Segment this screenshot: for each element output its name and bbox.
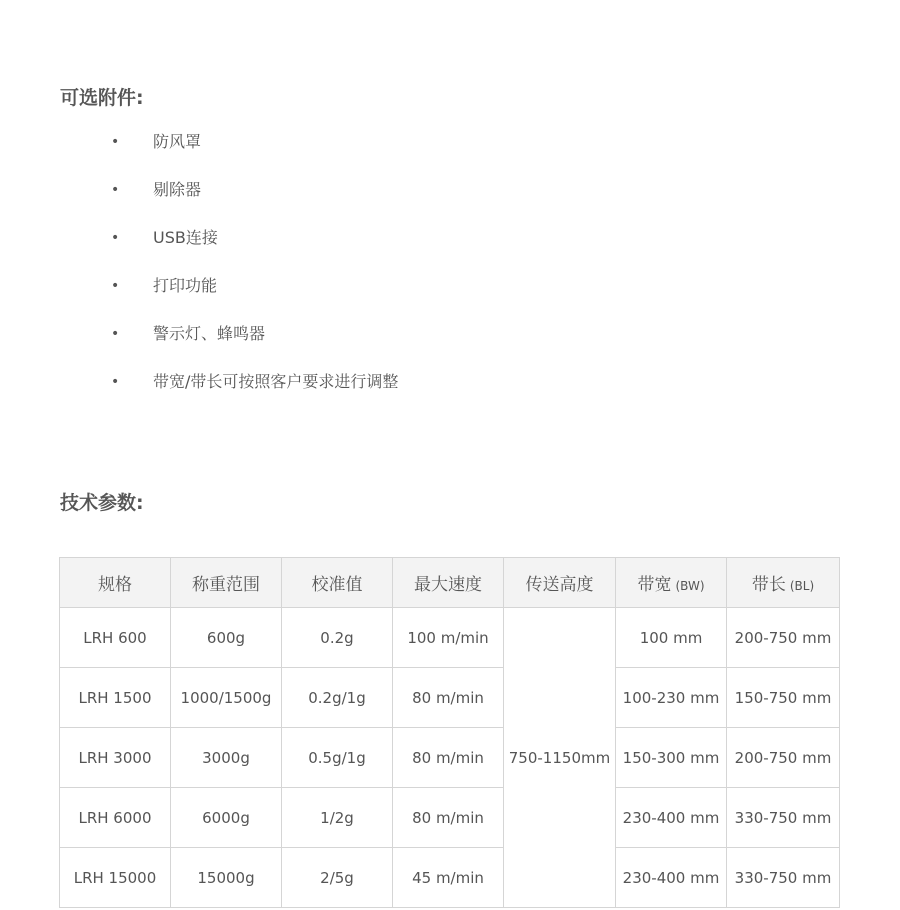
header-belt-width-label: 带宽	[637, 575, 672, 595]
header-max-speed: 最大速度	[393, 558, 504, 608]
cell-calibration: 0.2g/1g	[282, 668, 393, 728]
bullet-icon: •	[111, 182, 120, 198]
cell-range: 6000g	[171, 788, 282, 848]
header-calibration: 校准值	[282, 558, 393, 608]
cell-range: 3000g	[171, 728, 282, 788]
cell-model: LRH 3000	[60, 728, 171, 788]
header-belt-length	[727, 558, 840, 608]
header-belt-width-unit: (BW)	[675, 579, 705, 593]
cell-model: LRH 600	[60, 608, 171, 668]
accessory-label: USB连接	[153, 228, 218, 247]
table-row	[60, 788, 840, 848]
header-range: 称重范围	[171, 558, 282, 608]
cell-max-speed: 80 m/min	[393, 668, 504, 728]
accessories-title: 可选附件:	[60, 87, 144, 109]
table-row	[60, 608, 840, 668]
accessory-label: 打印功能	[153, 276, 218, 295]
cell-max-speed: 100 m/min	[393, 608, 504, 668]
cell-calibration: 2/5g	[282, 848, 393, 908]
cell-model: LRH 15000	[60, 848, 171, 908]
cell-belt-length: 200-750 mm	[727, 728, 840, 788]
cell-belt-length: 150-750 mm	[727, 668, 840, 728]
cell-max-speed: 80 m/min	[393, 788, 504, 848]
accessory-label: 带宽/带长可按照客户要求进行调整	[153, 372, 399, 391]
cell-calibration: 0.5g/1g	[282, 728, 393, 788]
cell-belt-length: 200-750 mm	[727, 608, 840, 668]
cell-range: 15000g	[171, 848, 282, 908]
cell-max-speed: 45 m/min	[393, 848, 504, 908]
header-model: 规格	[60, 558, 171, 608]
header-belt-length-label: 带长	[751, 575, 786, 595]
table-row	[60, 848, 840, 908]
cell-conveyor-height: 750-1150mm	[504, 608, 616, 908]
table-header-row	[60, 558, 840, 608]
cell-belt-width: 150-300 mm	[616, 728, 727, 788]
specs-title: 技术参数:	[60, 492, 144, 514]
cell-max-speed: 80 m/min	[393, 728, 504, 788]
cell-belt-width: 100 mm	[616, 608, 727, 668]
bullet-icon: •	[111, 278, 120, 294]
header-belt-length-unit: (BL)	[789, 579, 815, 593]
cell-range: 1000/1500g	[171, 668, 282, 728]
cell-model: LRH 1500	[60, 668, 171, 728]
table-row	[60, 728, 840, 788]
cell-calibration: 0.2g	[282, 608, 393, 668]
header-belt-width	[616, 558, 727, 608]
cell-belt-width: 230-400 mm	[616, 788, 727, 848]
specs-table	[59, 557, 840, 908]
accessory-label: 警示灯、蜂鸣器	[153, 324, 266, 343]
cell-model: LRH 6000	[60, 788, 171, 848]
table-row	[60, 668, 840, 728]
bullet-icon: •	[111, 230, 120, 246]
cell-belt-width: 230-400 mm	[616, 848, 727, 908]
cell-range: 600g	[171, 608, 282, 668]
cell-belt-length: 330-750 mm	[727, 848, 840, 908]
header-conveyor-height: 传送高度	[504, 558, 616, 608]
cell-calibration: 1/2g	[282, 788, 393, 848]
cell-belt-length: 330-750 mm	[727, 788, 840, 848]
accessory-label: 防风罩	[153, 132, 202, 151]
cell-belt-width: 100-230 mm	[616, 668, 727, 728]
accessory-label: 剔除器	[153, 180, 202, 199]
bullet-icon: •	[111, 326, 120, 342]
bullet-icon: •	[111, 134, 120, 150]
bullet-icon: •	[111, 374, 120, 390]
